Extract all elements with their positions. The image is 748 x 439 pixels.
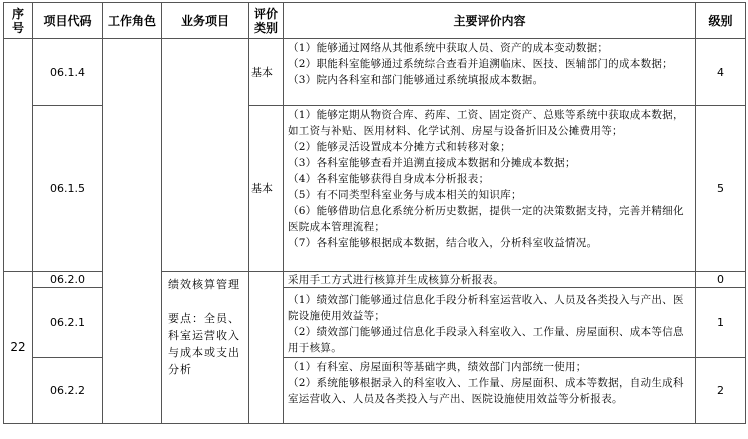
header-level: 级别 [696, 3, 746, 39]
role-cell [103, 39, 162, 424]
level-cell: 2 [696, 358, 746, 424]
seq-number: 22 [4, 272, 33, 424]
content-cell [284, 358, 696, 424]
header-row [4, 3, 746, 39]
biz-item-cell [162, 272, 249, 424]
level-cell: 0 [696, 272, 746, 288]
level-cell: 5 [696, 106, 746, 272]
project-code: 06.2.1 [33, 288, 103, 358]
content-line: （6）能够借助信息化系统分析历史数据，提供一定的决策数据支持，完善并精细化医院成本管理流程； [288, 205, 684, 233]
content-line: （2）系统能够根据录入的科室收入、工作量、房屋面积、成本等数据，自动生成科室运营收入、人员及各类投入与产出、医院设施使用效益等分析报表。 [288, 377, 684, 405]
category-cell: 基本 [249, 39, 284, 106]
project-code: 06.2.2 [33, 358, 103, 424]
evaluation-table [3, 2, 746, 424]
category-cell: 基本 [249, 106, 284, 272]
project-code: 06.1.4 [33, 39, 103, 106]
content-line: （5）有不同类型科室业务与成本相关的知识库； [288, 189, 522, 201]
seq-cell-blank [4, 39, 33, 272]
content-line: （2）职能科室能够通过系统综合查看并追溯临床、医技、医辅部门的成本数据； [288, 58, 673, 70]
content-line: （1）有科室、房屋面积等基础字典，绩效部门内部统一使用； [288, 361, 587, 373]
header-seq: 序号 [4, 3, 33, 39]
content-line: （4）各科室能够获得自身成本分析报表； [288, 173, 490, 185]
content-cell [284, 272, 696, 288]
content-line: （1）能够定期从物资合库、药库、工资、固定资产、总账等系统中获取成本数据，如工资与补贴、医用材料、化学试剂、房屋与设备折旧及公摊费用等； [288, 109, 684, 137]
biz-cell-blank [162, 39, 249, 272]
table-row [4, 39, 746, 106]
category-cell-blank [249, 272, 284, 424]
biz-points: 要点：全员、科室运营收入与成本或支出分析 [168, 312, 240, 376]
content-line: （2）能够灵活设置成本分摊方式和转移对象； [288, 141, 511, 153]
content-line: （7）各科室能够根据成本数据，结合收入，分析科室收益情况。 [288, 237, 598, 249]
content-line: 采用手工方式进行核算并生成核算分析报表。 [288, 274, 504, 286]
level-cell: 4 [696, 39, 746, 106]
biz-title: 绩效核算管理 [168, 278, 240, 291]
content-cell [284, 288, 696, 358]
content-line: （3）各科室能够查看并追溯直接成本数据和分摊成本数据； [288, 157, 576, 169]
header-code: 项目代码 [33, 3, 103, 39]
header-content: 主要评价内容 [284, 3, 696, 39]
header-biz: 业务项目 [162, 3, 249, 39]
project-code: 06.2.0 [33, 272, 103, 288]
project-code: 06.1.5 [33, 106, 103, 272]
content-line: （2）绩效部门能够通过信息化手段录入科室收入、工作量、房屋面积、成本等信息用于核算。 [288, 326, 684, 354]
header-role: 工作角色 [103, 3, 162, 39]
content-line: （3）院内各科室和部门能够通过系统填报成本数据。 [288, 74, 544, 86]
level-cell: 1 [696, 288, 746, 358]
content-cell [284, 39, 696, 106]
content-line: （1）能够通过网络从其他系统中获取人员、资产的成本变动数据； [288, 42, 609, 54]
content-line: （1）绩效部门能够通过信息化手段分析科室运营收入、人员及各类投入与产出、医院设施使用效益等； [288, 294, 684, 322]
header-category: 评价类别 [249, 3, 284, 39]
content-cell [284, 106, 696, 272]
